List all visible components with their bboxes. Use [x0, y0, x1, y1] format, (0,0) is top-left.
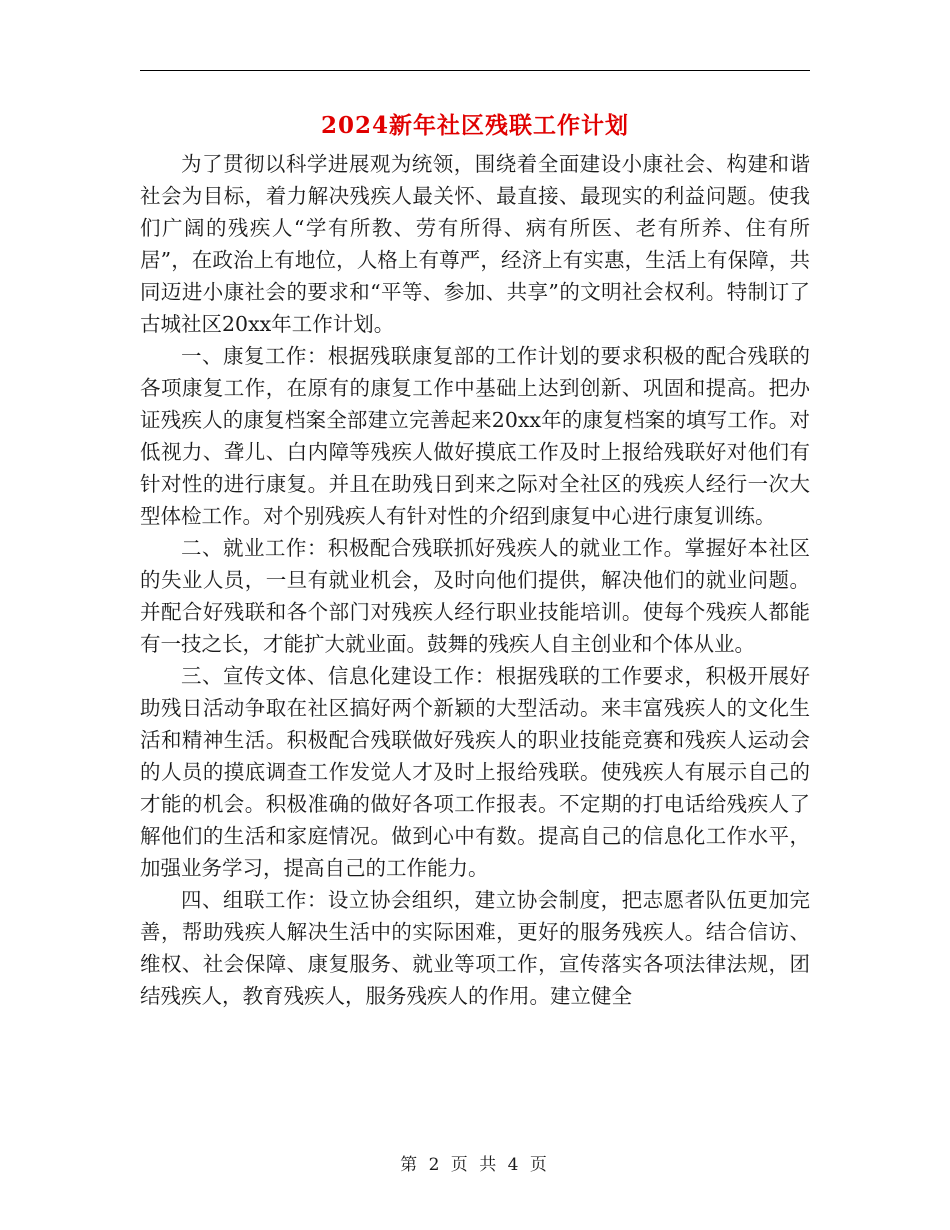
paragraph-publicity: 三、宣传文体、信息化建设工作：根据残联的工作要求，积极开展好助残日活动争取在社区搞好两个新颖的大型活动。来丰富残疾人的文化生活和精神生活。积极配合残联做好残疾人的职业技能竞赛和残疾人运动会的人员的摸底调查工作发觉人才及时上报给残联。使残疾人有展示自己的才能的机会。积极准确的做好各项工作报表。不定期的打电话给残疾人了解他们的生活和家庭情况。做到心中有数。提高自己的信息化工作水平，加强业务学习，提高自己的工作能力。 — [140, 664, 810, 880]
paragraph-employment: 二、就业工作：积极配合残联抓好残疾人的就业工作。掌握好本社区的失业人员，一旦有就业机会，及时向他们提供，解决他们的就业问题。并配合好残联和各个部门对残疾人经行职业技能培训。使每个残疾人都能有一技之长，才能扩大就业面。鼓舞的残疾人自主创业和个体从业。 — [140, 536, 810, 656]
paragraph-rehabilitation: 一、康复工作：根据残联康复部的工作计划的要求积极的配合残联的各项康复工作，在原有的康复工作中基础上达到创新、巩固和提高。把办证残疾人的康复档案全部建立完善起来20xx年的康复档案的填写工作。对低视力、聋儿、白内障等残疾人做好摸底工作及时上报给残联好对他们有针对性的进行康复。并且在助残日到来之际对全社区的残疾人经行一次大型体检工作。对个别残疾人有针对性的介绍到康复中心进行康复训练。 — [140, 344, 810, 528]
page-footer: 第 2 页 共 4 页 — [400, 1155, 550, 1175]
document-body — [140, 148, 810, 1012]
paragraph-organization: 四、组联工作：设立协会组织，建立协会制度，把志愿者队伍更加完善，帮助残疾人解决生活中的实际困难，更好的服务残疾人。结合信访、维权、社会保障、康复服务、就业等项工作，宣传落实各项法律法规，团结残疾人，教育残疾人，服务残疾人的作用。建立健全 — [140, 888, 810, 1008]
header-rule — [140, 70, 810, 71]
document-title: 2024新年社区残联工作计划 — [320, 112, 629, 139]
paragraph-intro: 为了贯彻以科学进展观为统领，围绕着全面建设小康社会、构建和谐社会为目标，着力解决残疾人最关怀、最直接、最现实的利益问题。使我们广阔的残疾人“学有所教、劳有所得、病有所医、老有所养、住有所居”，在政治上有地位，人格上有尊严，经济上有实惠，生活上有保障，共同迈进小康社会的要求和“平等、参加、共享”的文明社会权利。特制订了古城社区20xx年工作计划。 — [140, 152, 810, 336]
